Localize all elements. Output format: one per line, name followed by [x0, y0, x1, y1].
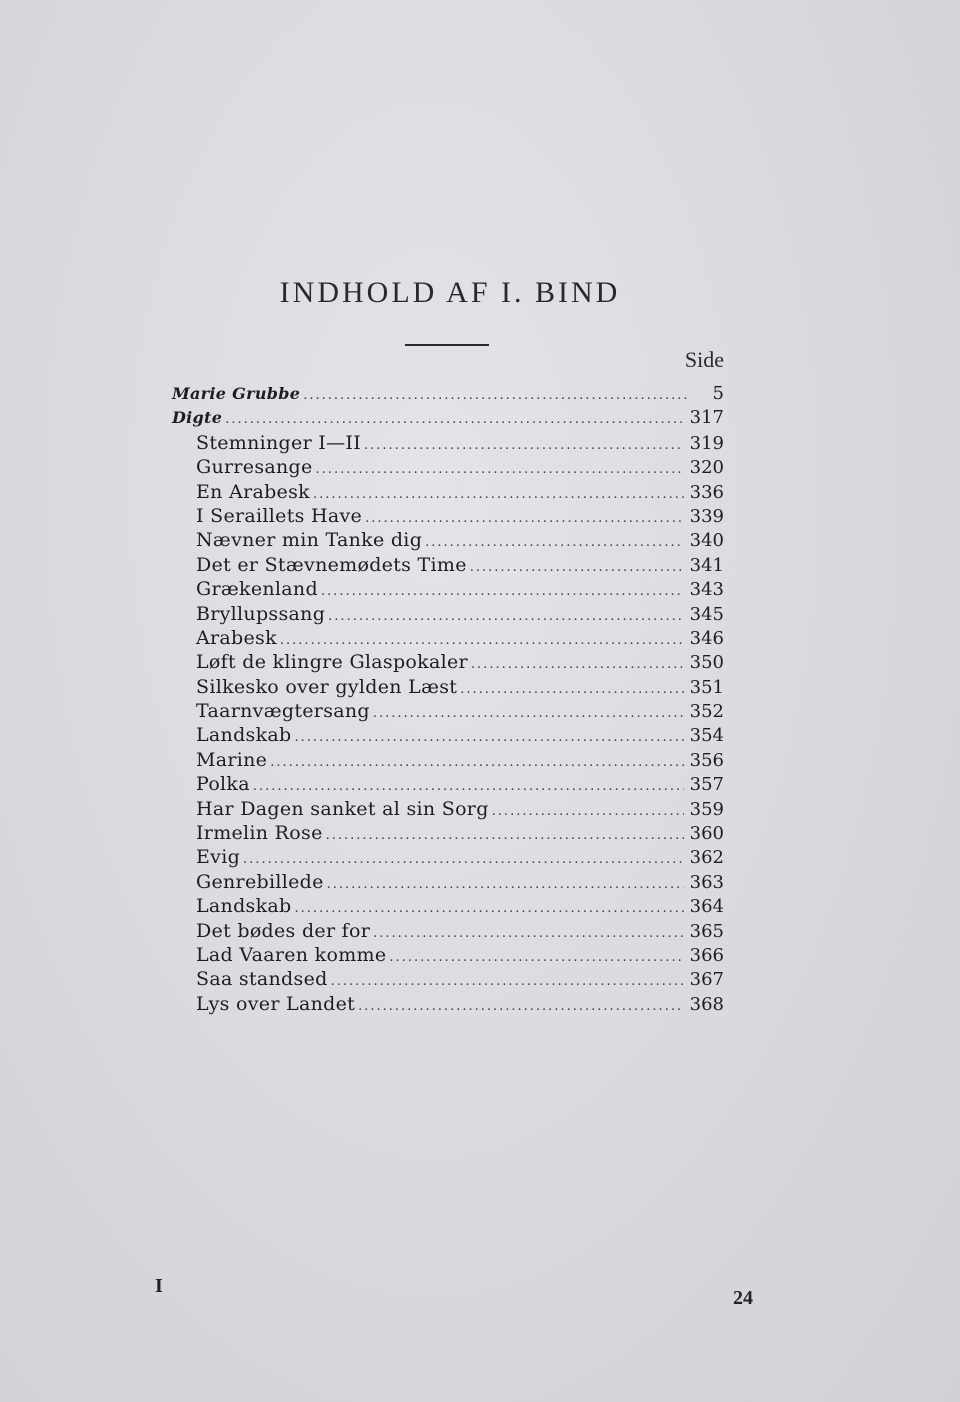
toc-entry-page: 351 [689, 676, 724, 698]
toc-entry [172, 626, 724, 650]
toc-entry [172, 577, 724, 601]
toc-entry-title: Arabesk [196, 626, 277, 649]
toc-entry-title: Stemninger I—II [196, 431, 362, 454]
toc-entry-page: 363 [689, 871, 724, 893]
toc-entry [172, 528, 724, 552]
dot-leader [303, 384, 688, 408]
toc-entry-page: 360 [689, 823, 724, 845]
toc-entry-title: Bryllupssang [196, 602, 326, 625]
toc-entry-page: 343 [689, 579, 724, 601]
toc-entry-title: Digte [172, 408, 223, 428]
toc-entry-page: 320 [689, 457, 724, 479]
toc-entry-title: Løft de klingre Glaspokaler [196, 651, 468, 674]
toc-entry-title: En Arabesk [196, 480, 310, 503]
dot-leader [316, 458, 684, 482]
toc-entry [172, 772, 724, 796]
toc-entry-title: Nævner min Tanke dig [196, 529, 423, 552]
page-column-label: Side [684, 347, 724, 372]
title-rule [405, 344, 489, 346]
toc-entry-page: 340 [689, 530, 724, 552]
dot-leader [460, 678, 683, 702]
toc-entry [172, 480, 724, 504]
toc-entry-page: 362 [689, 847, 724, 869]
dot-leader [321, 580, 684, 604]
toc-entry-page: 339 [689, 505, 724, 527]
toc-entry-title: Silkesko over gylden Læst [196, 675, 458, 698]
dot-leader [313, 483, 684, 507]
dot-leader [326, 824, 684, 848]
toc-entry-title: Har Dagen sanket al sin Sorg [196, 797, 489, 820]
toc-entry-page: 356 [689, 749, 724, 771]
toc-entry-title: Lad Vaaren komme [196, 943, 387, 966]
dot-leader [331, 970, 684, 994]
toc-entry-title: Lys over Landet [196, 992, 356, 1015]
toc-entry [172, 967, 724, 991]
toc-entry-page: 346 [689, 627, 724, 649]
table-of-contents [172, 382, 724, 1016]
toc-entry [172, 992, 724, 1016]
toc-entry-page: 359 [689, 798, 724, 820]
toc-entry [172, 504, 724, 528]
dot-leader [373, 702, 684, 726]
toc-entry [172, 650, 724, 674]
toc-entry-title: Taarnvægtersang [196, 700, 370, 723]
toc-entry-page: 341 [689, 554, 724, 576]
toc-entry [172, 797, 724, 821]
dot-leader [471, 653, 684, 677]
toc-entry-page: 365 [689, 920, 724, 942]
toc-entry [172, 699, 724, 723]
toc-entry-title: I Seraillets Have [196, 504, 363, 527]
dot-leader [364, 434, 684, 458]
toc-entry-title: Genrebillede [196, 870, 324, 893]
toc-entry-title: Landskab [196, 895, 292, 918]
toc-entry [172, 723, 724, 747]
toc-entry [172, 845, 724, 869]
toc-entry-title: Marie Grubbe [172, 384, 301, 403]
toc-entry [172, 943, 724, 967]
toc-entry-page: 336 [689, 481, 724, 503]
toc-entry-page: 319 [689, 432, 724, 454]
toc-entry-title: Landskab [196, 724, 292, 747]
toc-entry [172, 431, 724, 455]
toc-entry [172, 894, 724, 918]
toc-entry [172, 675, 724, 699]
toc-entry-page: 354 [689, 725, 724, 747]
toc-entry [172, 455, 724, 479]
dot-leader [373, 922, 684, 946]
dot-leader [470, 556, 684, 580]
toc-entry [172, 406, 724, 430]
toc-entry-title: Gurresange [196, 456, 313, 479]
dot-leader [295, 726, 684, 750]
toc-entry [172, 602, 724, 626]
toc-entry [172, 382, 724, 406]
toc-entry-title: Polka [196, 773, 250, 796]
toc-entry [172, 748, 724, 772]
toc-entry-page: 317 [689, 407, 724, 429]
toc-entry-title: Det er Stævnemødets Time [196, 553, 467, 576]
toc-entry-title: Marine [196, 748, 268, 771]
dot-leader [492, 800, 684, 824]
toc-entry-page: 366 [689, 944, 724, 966]
toc-entry-page: 5 [712, 383, 724, 404]
toc-entry [172, 553, 724, 577]
dot-leader [358, 995, 684, 1019]
sheet-signature: 24 [733, 1287, 753, 1309]
toc-entry-page: 368 [689, 993, 724, 1015]
toc-entry [172, 870, 724, 894]
dot-leader [327, 873, 684, 897]
page-title: INDHOLD AF I. BIND [279, 276, 621, 309]
dot-leader [328, 605, 683, 629]
toc-entry [172, 821, 724, 845]
toc-entry-title: Det bødes der for [196, 919, 371, 942]
toc-entry-title: Irmelin Rose [196, 822, 323, 845]
toc-entry-page: 357 [689, 774, 724, 796]
toc-entry-title: Saa standsed [196, 968, 328, 991]
toc-entry-page: 352 [689, 701, 724, 723]
toc-entry-title: Evig [196, 846, 241, 869]
dot-leader [225, 408, 683, 432]
toc-entry-page: 350 [689, 652, 724, 674]
toc-entry-title: Grækenland [196, 578, 318, 601]
toc-entry [172, 919, 724, 943]
dot-leader [270, 751, 683, 775]
toc-entry-page: 345 [689, 603, 724, 625]
toc-entry-page: 367 [689, 969, 724, 991]
volume-signature: I [155, 1275, 163, 1297]
dot-leader [389, 946, 683, 970]
toc-entry-page: 364 [689, 896, 724, 918]
